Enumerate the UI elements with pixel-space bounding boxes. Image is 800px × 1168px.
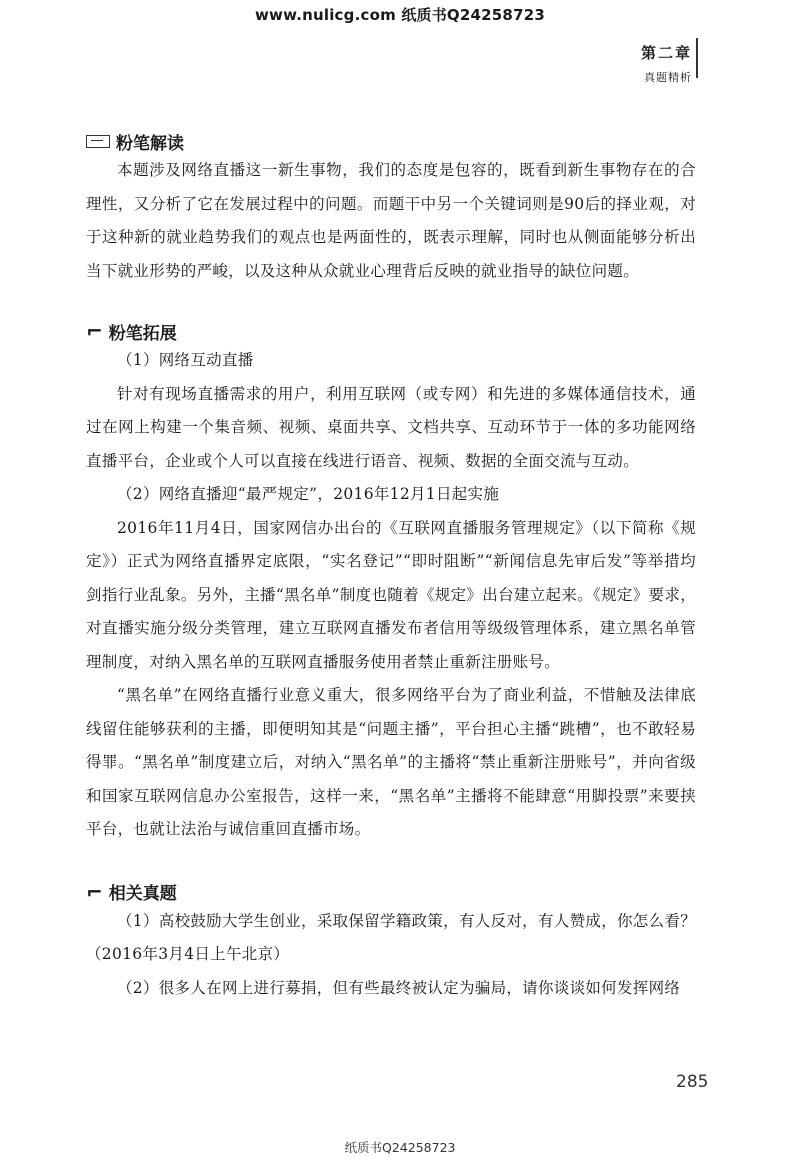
subheading: （1）网络互动直播: [117, 351, 254, 369]
header-url: www.nulicg.com 纸质书Q24258723: [255, 6, 545, 24]
section-heading-related: [86, 879, 696, 905]
section-heading-interpretation: [86, 128, 696, 154]
chapter-label: [641, 42, 692, 85]
page-content: [86, 128, 696, 1005]
section-heading-extension: [86, 318, 696, 344]
footer-mark: 纸质书Q24258723: [344, 1140, 456, 1155]
chapter-subtitle: 真题精析: [644, 71, 692, 84]
section-title: 粉笔拓展: [108, 323, 177, 344]
paragraph: “黑名单”在网络直播行业意义重大，很多网络平台为了商业利益，不惜触及法律底线留住能够获利的主播，即便明知其是“问题主播”，平台担心主播“跳槽”，也不敢轻易得罪。“黑名单”制度建立后，对纳入“黑名单”的主播将“禁止重新注册账号”，并向省级和国家互联网信息办公室报告，这样一来，“黑名单”主播将不能肆意“用脚投票”来要挟平台，也就让法治与诚信重回直播市场。: [86, 686, 696, 838]
page-number: 285: [676, 1072, 709, 1092]
paragraph: 本题涉及网络直播这一新生事物，我们的态度是包容的，既看到新生事物存在的合理性，又分析了它在发展过程中的问题。而题干中另一个关键词则是90后的择业观，对于这种新的就业趋势我们的观点也是两面性的，既表示理解，同时也从侧面能够分析出当下就业形势的严峻，以及这种从众就业心理背后反映的就业指导的缺位问题。: [86, 161, 696, 280]
bracket-frame-icon: ⌐: [86, 319, 103, 343]
section-title: 相关真题: [108, 884, 177, 904]
bracket-frame-icon: ⌐: [86, 879, 103, 904]
question-item: （2）很多人在网上进行募捐，但有些最终被认定为骗局，请你谈谈如何发挥网络: [117, 978, 681, 997]
chapter-divider: [696, 38, 698, 78]
question-item: （1）高校鼓励大学生创业，采取保留学籍政策，有人反对，有人赞成，你怎么看？（2016年3月4日上午北京）: [86, 911, 696, 963]
section-title: 粉笔解读: [116, 133, 184, 154]
paragraph: 2016年11月4日，国家网信办出台的《互联网直播服务管理规定》（以下简称《规定》）正式为网络直播界定底限，“实名登记”“即时阻断”“新闻信息先审后发”等举措均剑指行业乱象。另外，主播“黑名单”制度也随着《规定》出台建立起来。《规定》要求，对直播实施分级分类管理，建立互联网直播发布者信用等级级管理体系，建立黑名单管理制度，对纳入黑名单的互联网直播服务使用者禁止重新注册账号。: [86, 518, 696, 671]
subheading: （2）网络直播迎“最严规定”，2016年12月1日起实施: [117, 485, 500, 503]
chapter-title: 第二章: [640, 44, 692, 62]
paragraph: 针对有现场直播需求的用户，利用互联网（或专网）和先进的多媒体通信技术，通过在网上构建一个集音频、视频、桌面共享、文档共享、互动环节于一体的多功能网络直播平台，企业或个人可以直接在线进行语音、视频、数据的全面交流与互动。: [86, 384, 696, 470]
note-box-icon: [86, 135, 110, 148]
